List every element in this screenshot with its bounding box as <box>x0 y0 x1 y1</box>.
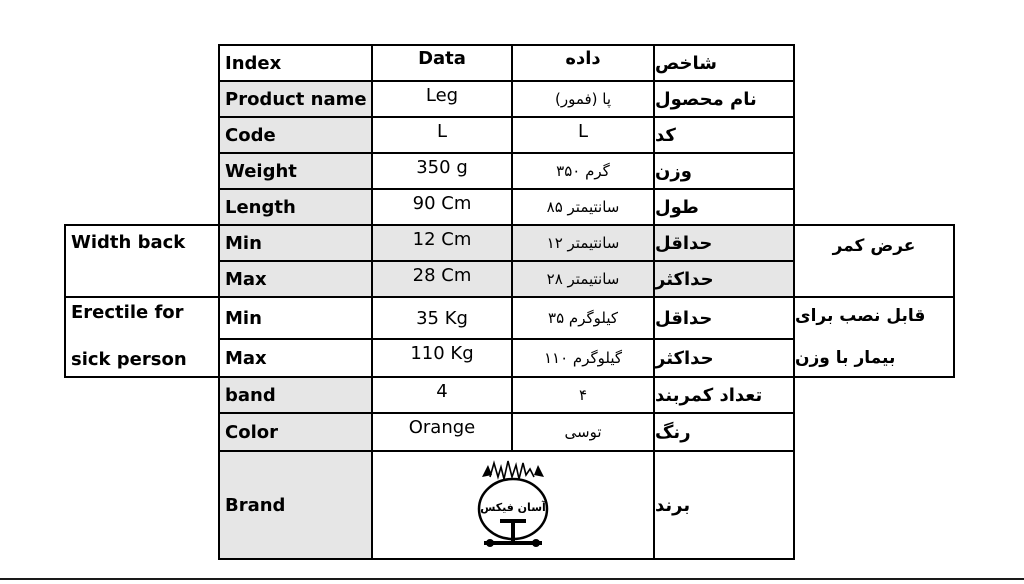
erectile-label-line1: Erectile for <box>71 302 184 323</box>
brand-logo-cell <box>371 450 655 560</box>
header-data-fa: داده <box>511 44 655 82</box>
weight-label-fa: وزن <box>653 152 795 190</box>
header-index-fa: شاخص <box>653 44 795 82</box>
weight-max-value: 110 Kg <box>371 338 513 378</box>
weight-min-label-fa: حداقل <box>653 296 795 340</box>
brand-logo-text: آسان فیکس <box>480 501 546 514</box>
weight-value-fa: گرم ۳۵۰ <box>511 152 655 190</box>
bottom-divider <box>0 578 1024 580</box>
brand-label: Brand <box>218 450 373 560</box>
header-index: Index <box>218 44 373 82</box>
erectile-label-line2: sick person <box>71 349 187 370</box>
code-label: Code <box>218 116 373 154</box>
band-value: 4 <box>371 376 513 414</box>
product-name-label: Product name <box>218 80 373 118</box>
weight-max-label: Max <box>218 338 373 378</box>
width-min-label: Min <box>218 224 373 262</box>
weight-min-label: Min <box>218 296 373 340</box>
length-value: 90 Cm <box>371 188 513 226</box>
color-value: Orange <box>371 412 513 452</box>
weight-min-value-fa: کیلوگرم ۳۵ <box>511 296 655 340</box>
weight-max-value-fa: گیلوگرم ۱۱۰ <box>511 338 655 378</box>
width-max-value: 28 Cm <box>371 260 513 298</box>
product-name-value: Leg <box>371 80 513 118</box>
width-back-label: Width back <box>64 224 220 298</box>
band-label: band <box>218 376 373 414</box>
color-label: Color <box>218 412 373 452</box>
code-value: L <box>371 116 513 154</box>
length-label-fa: طول <box>653 188 795 226</box>
width-max-value-fa: سانتیمتر ۲۸ <box>511 260 655 298</box>
band-label-fa: تعداد کمربند <box>653 376 795 414</box>
product-name-label-fa: نام محصول <box>653 80 795 118</box>
color-label-fa: رنگ <box>653 412 795 452</box>
color-value-fa: توسی <box>511 412 655 452</box>
header-data: Data <box>371 44 513 82</box>
weight-value: 350 g <box>371 152 513 190</box>
width-min-value: 12 Cm <box>371 224 513 262</box>
weight-min-value: 35 Kg <box>371 296 513 340</box>
length-label: Length <box>218 188 373 226</box>
weight-max-label-fa: حداکثر <box>653 338 795 378</box>
erectile-label-fa-line2: بیمار با وزن <box>795 348 896 368</box>
width-min-label-fa: حداقل <box>653 224 795 262</box>
code-label-fa: کد <box>653 116 795 154</box>
width-min-value-fa: سانتیمتر ۱۲ <box>511 224 655 262</box>
erectile-label <box>64 296 220 378</box>
product-name-value-fa: پا (فمور) <box>511 80 655 118</box>
code-value-fa: L <box>511 116 655 154</box>
weight-label: Weight <box>218 152 373 190</box>
band-value-fa: ۴ <box>511 376 655 414</box>
erectile-label-fa <box>793 296 955 378</box>
width-max-label-fa: حداکثر <box>653 260 795 298</box>
brand-label-fa: برند <box>653 450 795 560</box>
width-max-label: Max <box>218 260 373 298</box>
length-value-fa: سانتیمتر ۸۵ <box>511 188 655 226</box>
brand-logo <box>468 457 558 553</box>
width-back-label-fa: عرض کمر <box>793 224 955 298</box>
erectile-label-fa-line1: قابل نصب برای <box>795 306 926 326</box>
